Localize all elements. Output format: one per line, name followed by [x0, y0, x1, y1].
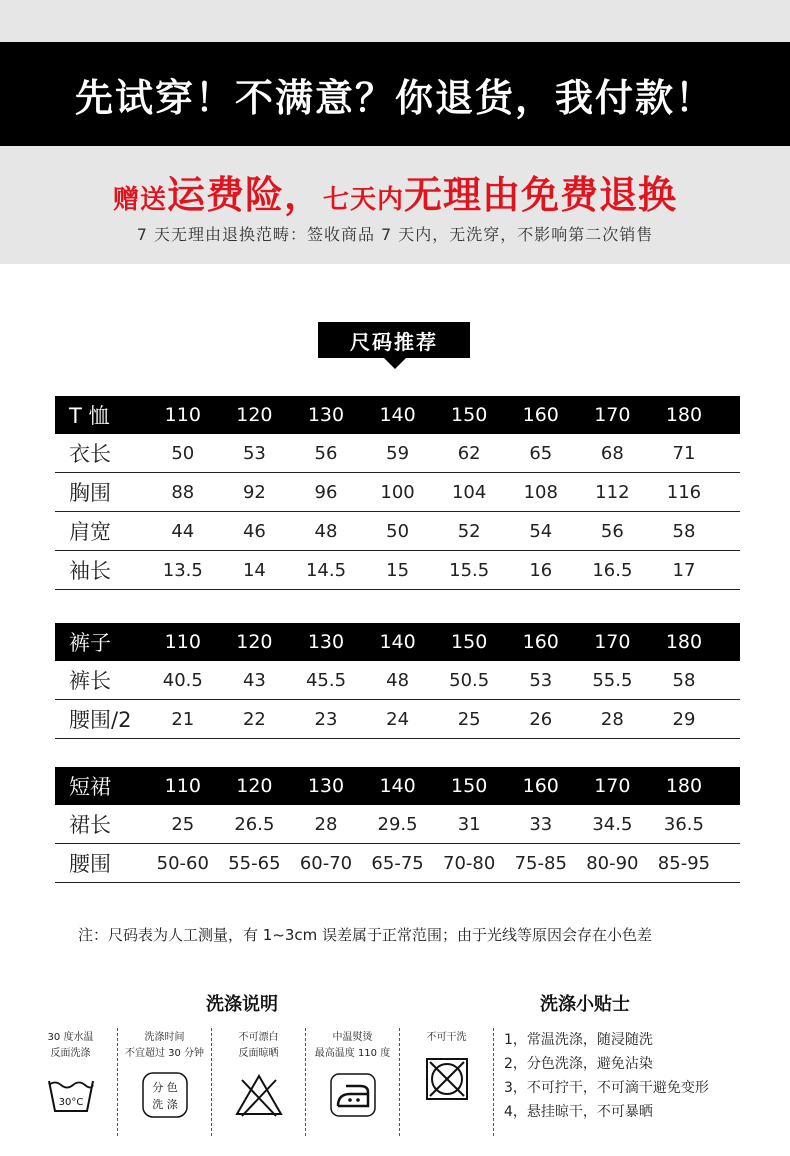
value-cell: 75-85	[514, 852, 567, 874]
value-cell: 53	[242, 442, 266, 464]
promo-band	[0, 146, 790, 264]
wash-instructions-title: 洗涤说明	[206, 994, 278, 1015]
row-label: 裤长	[69, 669, 111, 693]
promo-part4: 无理由免费退换	[404, 173, 678, 217]
wash-item-line1: 30 度水温	[47, 1032, 94, 1043]
size-cell: 120	[236, 775, 273, 797]
value-cell: 108	[523, 481, 558, 503]
size-cell: 110	[164, 631, 201, 653]
tip-item: 3，不可拧干，不可滴干避免变形	[504, 1080, 709, 1096]
value-cell: 104	[451, 481, 487, 503]
size-cell: 160	[522, 775, 559, 797]
no-bleach-icon	[234, 1072, 284, 1118]
table-row	[55, 473, 740, 512]
wash-item	[24, 1028, 118, 1136]
value-cell: 56	[314, 442, 338, 464]
size-cell: 110	[164, 775, 201, 797]
size-cell: 140	[379, 775, 416, 797]
size-cell: 180	[665, 404, 703, 426]
tshirt-size-table	[55, 396, 740, 590]
size-cell: 110	[164, 404, 201, 426]
size-cell: 170	[594, 775, 631, 797]
promo-part2: 运费险，	[166, 173, 323, 217]
value-cell: 26	[529, 708, 553, 730]
header-label: 短裙	[69, 775, 111, 799]
wash-item-line1: 不可漂白	[238, 1032, 279, 1043]
size-cell: 130	[307, 404, 345, 426]
wash-item-line1: 洗涤时间	[144, 1032, 185, 1043]
value-cell: 58	[672, 520, 696, 542]
table-header-row	[55, 623, 740, 661]
tip-item: 2，分色洗涤，避免沾染	[504, 1056, 653, 1072]
value-cell: 88	[171, 481, 195, 503]
value-cell: 48	[314, 520, 338, 542]
value-cell: 50	[386, 520, 410, 542]
guarantee-banner	[0, 42, 790, 146]
title-pointer	[383, 357, 407, 369]
value-cell: 71	[672, 442, 696, 464]
wash-item	[306, 1028, 400, 1136]
value-cell: 40.5	[162, 669, 203, 691]
iron-medium-icon	[328, 1072, 378, 1118]
value-cell: 100	[380, 481, 415, 503]
wash-item	[400, 1028, 494, 1136]
value-cell: 65	[529, 442, 553, 464]
row-label: 肩宽	[69, 520, 111, 544]
size-cell: 160	[522, 631, 559, 653]
value-cell: 24	[386, 708, 410, 730]
tip-item: 1，常温洗涤，随浸随洗	[504, 1032, 653, 1048]
value-cell: 59	[386, 442, 410, 464]
wash-item	[118, 1028, 212, 1136]
wash-tips-title: 洗涤小贴士	[540, 994, 630, 1015]
row-label: 腰围	[69, 852, 111, 876]
separate-label-bottom: 洗 涤	[151, 1098, 178, 1111]
promo-part3: 七天内	[323, 185, 405, 215]
header-label: 裤子	[69, 631, 111, 655]
value-cell: 26.5	[234, 813, 275, 835]
row-label: 腰围/2	[69, 708, 132, 732]
value-cell: 28	[600, 708, 624, 730]
size-cell: 140	[379, 404, 416, 426]
value-cell: 43	[242, 669, 266, 691]
size-title-text: 尺码推荐	[350, 329, 438, 354]
wash-30-icon	[46, 1072, 96, 1118]
no-dry-clean-icon	[422, 1056, 472, 1102]
wash-item	[212, 1028, 306, 1136]
separate-label-top: 分 色	[151, 1081, 178, 1094]
table-header-row	[55, 396, 740, 434]
size-cell: 170	[594, 404, 631, 426]
value-cell: 55.5	[592, 669, 633, 691]
row-label: 衣长	[69, 442, 111, 466]
value-cell: 50.5	[449, 669, 490, 691]
size-cell: 150	[451, 631, 488, 653]
size-cell: 130	[307, 775, 345, 797]
value-cell: 45.5	[305, 669, 347, 691]
table-row	[55, 805, 740, 844]
table-row	[55, 434, 740, 473]
wash-temp-label: 30°C	[58, 1097, 83, 1108]
value-cell: 46	[242, 520, 266, 542]
value-cell: 80-90	[586, 852, 639, 874]
size-cell: 120	[236, 631, 273, 653]
value-cell: 112	[595, 481, 630, 503]
wash-tips-list	[504, 1028, 709, 1124]
value-cell: 16	[529, 559, 553, 581]
row-label: 胸围	[69, 481, 111, 505]
size-cell: 170	[594, 631, 631, 653]
size-cell: 140	[379, 631, 416, 653]
wash-item-line1: 不可干洗	[426, 1032, 467, 1043]
top-gray-strip	[0, 0, 790, 42]
size-cell: 180	[665, 631, 703, 653]
value-cell: 92	[242, 481, 266, 503]
value-cell: 14	[242, 559, 266, 581]
skirt-size-table	[55, 767, 740, 883]
value-cell: 31	[457, 813, 481, 835]
measurement-note: 注：尺码表为人工测量，有 1~3cm 误差属于正常范围；由于光线等原因会存在小色差	[78, 926, 653, 944]
size-cell: 150	[451, 775, 488, 797]
value-cell: 16.5	[592, 559, 633, 581]
table-row	[55, 551, 740, 590]
value-cell: 55-65	[228, 852, 281, 874]
value-cell: 29	[672, 708, 696, 730]
value-cell: 85-95	[657, 852, 711, 874]
wash-item-line2: 最高温度 110 度	[314, 1048, 391, 1059]
value-cell: 17	[672, 559, 696, 581]
value-cell: 52	[457, 520, 481, 542]
value-cell: 22	[242, 708, 266, 730]
promo-subline: 7 天无理由退换范畴：签收商品 7 天内，无洗穿，不影响第二次销售	[136, 225, 654, 244]
table-row	[55, 844, 740, 883]
wash-item-line2: 不宜超过 30 分钟	[124, 1048, 205, 1059]
value-cell: 54	[529, 520, 553, 542]
value-cell: 96	[314, 481, 338, 503]
value-cell: 15.5	[449, 559, 490, 581]
value-cell: 25	[171, 813, 195, 835]
value-cell: 48	[386, 669, 410, 691]
value-cell: 33	[529, 813, 553, 835]
value-cell: 23	[314, 708, 338, 730]
value-cell: 34.5	[592, 813, 633, 835]
tip-item: 4，悬挂晾干，不可暴晒	[504, 1104, 653, 1120]
table-row	[55, 700, 740, 739]
value-cell: 29.5	[377, 813, 418, 835]
promo-headline	[0, 164, 790, 219]
value-cell: 15	[386, 559, 410, 581]
wash-item-line1: 中温熨烫	[332, 1032, 373, 1043]
table-header-row	[55, 767, 740, 805]
value-cell: 13.5	[162, 559, 203, 581]
value-cell: 50	[171, 442, 195, 464]
value-cell: 70-80	[443, 852, 496, 874]
value-cell: 68	[600, 442, 624, 464]
value-cell: 14.5	[305, 559, 347, 581]
size-cell: 130	[307, 631, 345, 653]
wash-item-line2: 反面洗涤	[50, 1048, 91, 1059]
value-cell: 44	[171, 520, 195, 542]
row-label: 袖长	[69, 559, 111, 583]
value-cell: 116	[666, 481, 702, 503]
value-cell: 50-60	[156, 852, 209, 874]
value-cell: 56	[600, 520, 624, 542]
row-label: 裙长	[69, 813, 111, 837]
value-cell: 36.5	[663, 813, 704, 835]
banner-text: 先试穿！不满意？你退货，我付款！	[74, 75, 715, 120]
value-cell: 28	[314, 813, 338, 835]
table-row	[55, 661, 740, 700]
value-cell: 60-70	[299, 852, 353, 874]
table-row	[55, 512, 740, 551]
value-cell: 62	[457, 442, 481, 464]
size-cell: 160	[522, 404, 559, 426]
header-label: T 恤	[69, 404, 110, 428]
size-cell: 120	[236, 404, 273, 426]
size-section-title	[318, 322, 470, 358]
value-cell: 21	[171, 708, 195, 730]
separate-colors-icon	[140, 1072, 190, 1118]
wash-instructions	[24, 1028, 494, 1136]
promo-part1: 赠送	[112, 185, 167, 215]
value-cell: 65-75	[371, 852, 424, 874]
wash-item-line2: 反面晾晒	[238, 1048, 279, 1059]
size-cell: 150	[451, 404, 488, 426]
value-cell: 58	[672, 669, 696, 691]
value-cell: 25	[457, 708, 481, 730]
pants-size-table	[55, 623, 740, 739]
size-cell: 180	[665, 775, 703, 797]
value-cell: 53	[529, 669, 553, 691]
